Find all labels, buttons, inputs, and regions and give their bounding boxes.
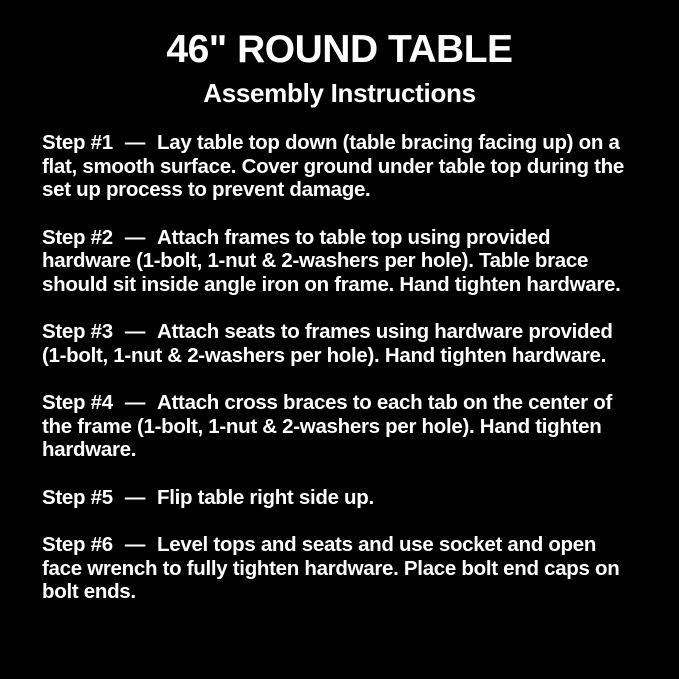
step-2-dash: —	[124, 225, 146, 249]
step-4-dash: —	[124, 391, 146, 415]
step-1-body: Lay table top down (table bracing facing up) on a flat, smooth surface. Cover ground under table top during the set up process to prevent damage.	[42, 131, 624, 202]
header	[0, 0, 679, 107]
step-5-body: Flip table right side up.	[157, 485, 374, 509]
step-3	[42, 320, 639, 367]
step-4-label: Step #4	[42, 391, 113, 415]
step-6	[42, 533, 639, 604]
step-3-dash: —	[124, 320, 146, 344]
step-5-dash: —	[124, 485, 146, 509]
step-4-body: Attach cross braces to each tab on the center of the frame (1-bolt, 1-nut & 2-washers per hole). Hand tighten hardware.	[42, 391, 612, 462]
page-subtitle: Assembly Instructions	[203, 77, 476, 108]
step-1-label: Step #1	[42, 131, 113, 155]
step-2	[42, 226, 639, 297]
step-6-label: Step #6	[42, 533, 113, 557]
step-1-dash: —	[124, 131, 146, 155]
step-4	[42, 391, 639, 462]
step-3-body: Attach seats to frames using hardware provided (1-bolt, 1-nut & 2-washers per hole). Hand tighten hardware.	[42, 320, 613, 367]
step-2-label: Step #2	[42, 225, 113, 249]
steps-list	[0, 131, 679, 604]
step-1	[42, 131, 639, 202]
step-5-label: Step #5	[42, 485, 113, 509]
step-2-body: Attach frames to table top using provided hardware (1-bolt, 1-nut & 2-washers per hole). Table brace should sit inside angle iron on frame. Hand tighten hardware.	[42, 225, 621, 296]
page-title: 46" ROUND TABLE	[166, 28, 513, 71]
step-5	[42, 486, 639, 510]
step-6-dash: —	[124, 533, 146, 557]
step-3-label: Step #3	[42, 320, 113, 344]
step-6-body: Level tops and seats and use socket and open face wrench to fully tighten hardware. Place bolt end caps on bolt ends.	[42, 533, 620, 604]
